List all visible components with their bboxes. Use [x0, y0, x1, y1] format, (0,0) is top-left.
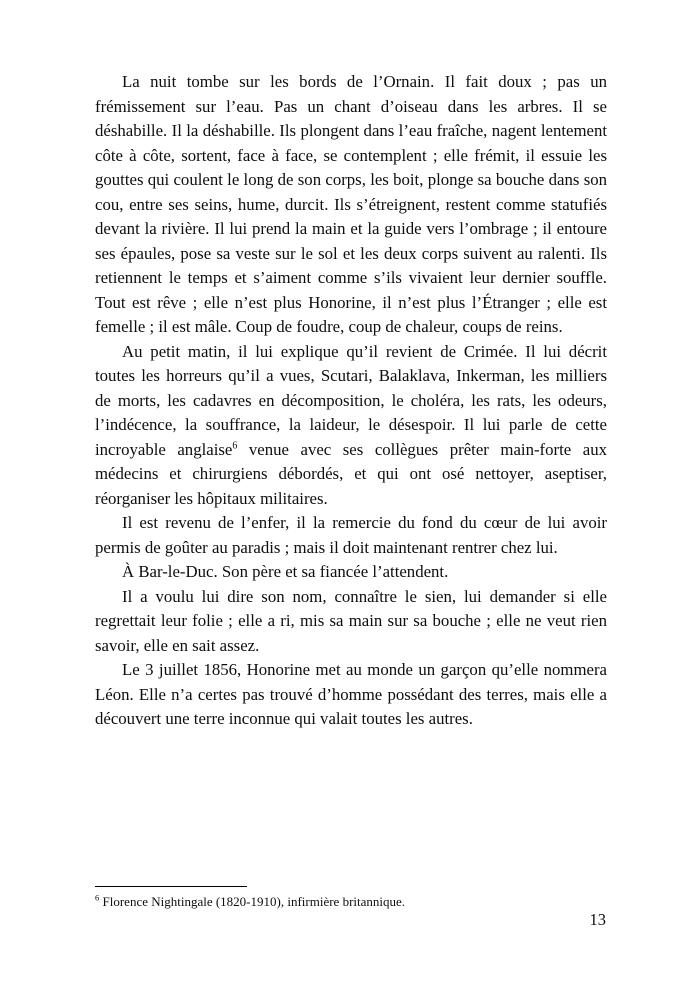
- paragraph-1: La nuit tombe sur les bords de l’Ornain. Il fait doux ; pas un frémissement sur l’eau. Pas un chant d’oiseau dans les arbres. Il se déshabille. Il la déshabille. Ils plongent dans l’eau fraîche, nagent lentement côte à côte, sortent, face à face, se contemplent ; elle frémit, il essuie les gouttes qui coulent le long de son corps, les boit, plonge sa bouche dans son cou, entre ses seins, hume, durcit. Ils s’étreignent, restent comme statufiés devant la rivière. Il lui prend la main et la guide vers l’ombrage ; il entoure ses épaules, pose sa veste sur le sol et les deux corps suivent au ralenti. Ils retiennent le temps et s’aiment comme s’ils vivaient leur dernier souffle. Tout est rêve ; elle n’est plus Honorine, il n’est plus l’Étranger ; elle est femelle ; il est mâle. Coup de foudre, coup de chaleur, coups de reins.: [95, 72, 607, 336]
- paragraph-3: Il est revenu de l’enfer, il la remercie du fond du cœur de lui avoir permis de goûter au paradis ; mais il doit maintenant rentrer chez lui.: [95, 513, 607, 557]
- footnote-reference-marker: 6: [232, 439, 238, 451]
- body-text: [95, 70, 607, 732]
- footnote-text: Florence Nightingale (1820-1910), infirmière britannique.: [99, 894, 406, 909]
- paragraph-5: Il a voulu lui dire son nom, connaître le sien, lui demander si elle regrettait leur folie ; elle a ri, mis sa main sur sa bouche ; elle ne veut rien savoir, elle en sait assez.: [95, 586, 607, 655]
- paragraph-4: À Bar-le-Duc. Son père et sa fiancée l’attendent.: [122, 562, 449, 581]
- paragraph-6: Le 3 juillet 1856, Honorine met au monde un garçon qu’elle nommera Léon. Elle n’a certes pas trouvé d’homme possédant des terres, mais elle a découvert une terre inconnue qui valait toutes les autres.: [95, 660, 607, 728]
- page-number: 13: [589, 910, 606, 929]
- footnote-marker: 6: [95, 892, 100, 903]
- footnote: [95, 894, 607, 910]
- footnote-area: [95, 886, 607, 910]
- paragraph-2-text-before-note: Au petit matin, il lui explique qu’il revient de Crimée. Il lui décrit toutes les horreurs qu’il a vues, Scutari, Balaklava, Inkerman, les milliers de morts, les cadavres en décomposition, le choléra, les rats, les odeurs, l’indécence, la souffrance, la laideur, le désespoir. Il lui parle de cette incroyable anglaise: [95, 341, 607, 459]
- paragraph-2: [95, 340, 607, 512]
- footnote-divider: [95, 886, 247, 887]
- paragraph-2-text-after-note: venue avec ses collègues prêter main-forte aux médecins et chirurgiens débordés, et qui ont osé nettoyer, aseptiser, réorganiser les hôpitaux militaires.: [95, 439, 607, 508]
